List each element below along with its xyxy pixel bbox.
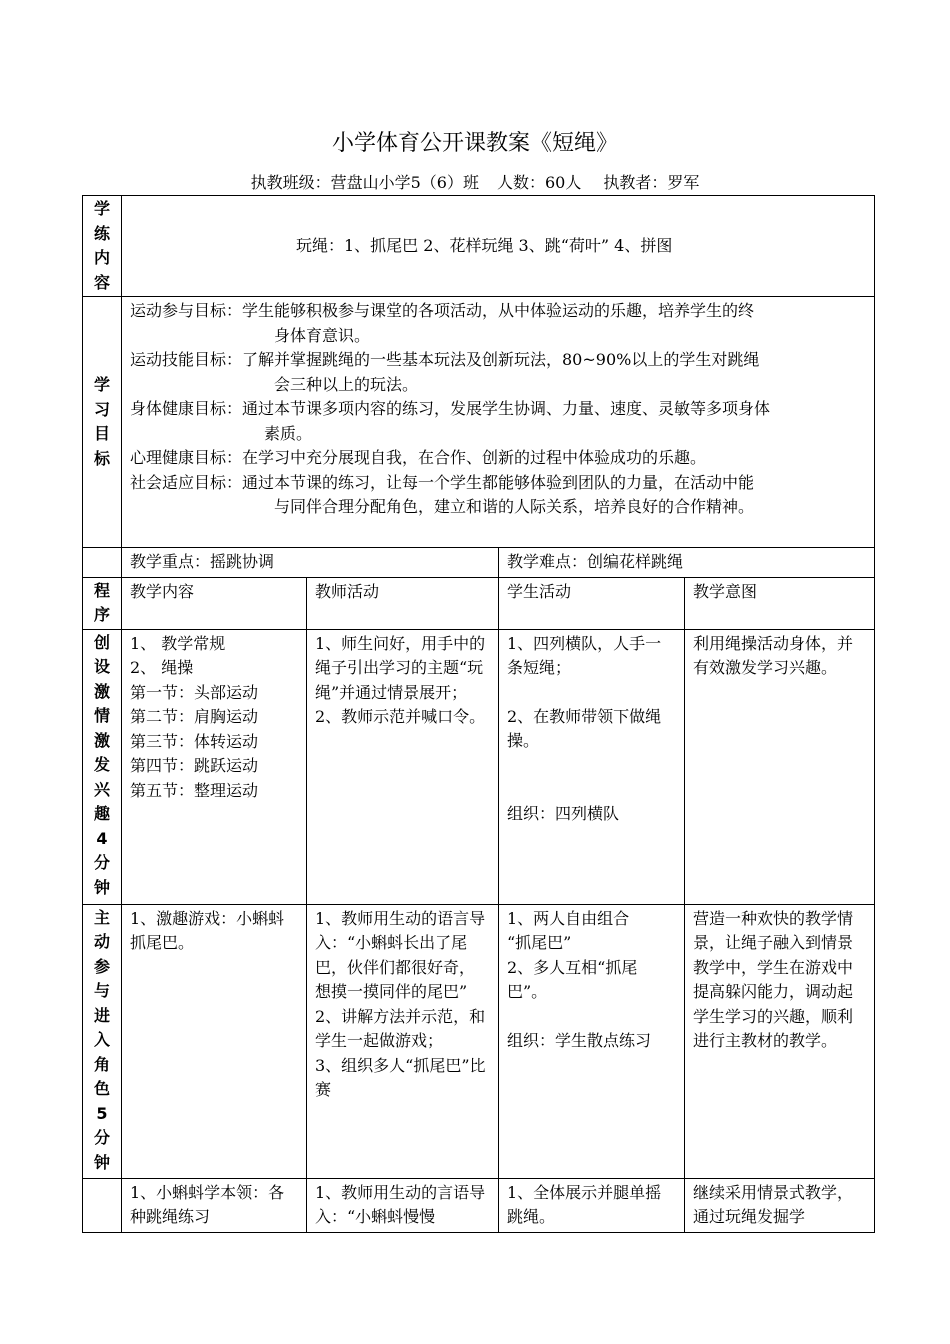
student-activity: 1、两人自由组合 “抓尾巴” 2、多人互相“抓尾巴”。 组织：学生散点练习 <box>499 904 685 1178</box>
goal-participation-cont: 身体育意识。 <box>274 325 371 345</box>
table-header-row <box>83 577 875 629</box>
practice-content-row <box>83 196 875 297</box>
teaching-intent: 营造一种欢快的教学情景，让绳子融入到情景教学中，学生在游戏中提高躲闪能力，调动起学生学习的兴趣，顺利进行主教材的教学。 <box>685 904 875 1178</box>
learning-goals-header: 学习目标 <box>83 297 122 548</box>
document-title: 小学体育公开课教案《短绳》 <box>331 131 618 156</box>
teacher-activity: 1、教师用生动的言语导入：“小蝌蚪慢慢 <box>307 1178 499 1232</box>
teacher-activity: 1、教师用生动的语言导入：“小蝌蚪长出了尾巴，伙伴们都很好奇，想摸一摸同伴的尾巴” 2、讲解方法并示范，和学生一起做游戏； 3、组织多人“抓尾巴”比赛 <box>307 904 499 1178</box>
teacher-name: 执教者：罗军 <box>603 173 700 192</box>
intent-header: 教学意图 <box>685 577 875 629</box>
student-activity: 1、四列横队，人手一条短绳； 2、在教师带领下做绳操。 组织：四列横队 <box>499 629 685 904</box>
teaching-key-point: 教学重点：摇跳协调 <box>122 548 499 578</box>
practice-content-header: 学练内容 <box>83 196 122 297</box>
teacher-activity: 1、师生问好，用手中的绳子引出学习的主题“玩绳”并通过情景展开； 2、教师示范并喊口令。 <box>307 629 499 904</box>
teaching-intent: 利用绳操活动身体，并有效激发学习兴趣。 <box>685 629 875 904</box>
goal-health-cont: 素质。 <box>264 423 313 443</box>
goal-participation: 运动参与目标：学生能够积极参与课堂的各项活动，从中体验运动的乐趣，培养学生的终 <box>130 301 755 320</box>
learning-goals <box>122 297 875 548</box>
goal-health: 身体健康目标：通过本节课多项内容的练习，发展学生协调、力量、速度、灵敏等多项身体 <box>130 399 771 418</box>
stage-label <box>83 1178 122 1232</box>
lesson-plan-table <box>82 195 875 1233</box>
content-header: 教学内容 <box>122 577 307 629</box>
goal-skill-cont: 会三种以上的玩法。 <box>274 374 419 394</box>
teaching-content: 1、小蝌蚪学本领：各种跳绳练习 <box>122 1178 307 1232</box>
student-activity: 1、全体展示并腿单摇跳绳。 <box>499 1178 685 1232</box>
teaching-difficulty: 教学难点：创编花样跳绳 <box>499 548 875 578</box>
teaching-intent: 继续采用情景式教学，通过玩绳发掘学 <box>685 1178 875 1232</box>
class-info <box>0 171 950 195</box>
teaching-content: 1、激趣游戏：小蝌蚪抓尾巴。 <box>122 904 307 1178</box>
stage-label: 主动参与进入角色5分钟 <box>83 904 122 1178</box>
teacher-activity-header: 教师活动 <box>307 577 499 629</box>
table-row <box>83 1178 875 1232</box>
goal-social: 社会适应目标：通过本节课的练习，让每一个学生都能够体验到团队的力量，在活动中能 <box>130 472 755 492</box>
goal-skill: 运动技能目标：了解并掌握跳绳的一些基本玩法及创新玩法，80~90%以上的学生对跳绳 <box>130 350 760 369</box>
stage-label: 创设激情激发兴趣4分钟 <box>83 629 122 904</box>
student-count: 人数：60人 <box>496 173 582 192</box>
learning-goals-row <box>83 297 875 548</box>
goal-mental: 心理健康目标：在学习中充分展现自我，在合作、创新的过程中体验成功的乐趣。 <box>130 448 707 467</box>
teaching-content: 1、 教学常规 2、 绳操 第一节：头部运动 第二节：肩胸运动 第三节：体转运动 第四节：跳跃运动 第五节：整理运动 <box>122 629 307 904</box>
practice-content: 玩绳：1、抓尾巴 2、花样玩绳 3、跳“荷叶” 4、拼图 <box>122 196 875 297</box>
table-row <box>83 904 875 1178</box>
student-activity-header: 学生活动 <box>499 577 685 629</box>
table-row <box>83 629 875 904</box>
keypoints-row <box>83 548 875 578</box>
goal-social-cont: 与同伴合理分配角色，建立和谐的人际关系，培养良好的合作精神。 <box>274 497 755 516</box>
procedure-header: 程序 <box>83 577 122 629</box>
class-name: 执教班级：营盘山小学5（6）班 <box>250 173 479 192</box>
